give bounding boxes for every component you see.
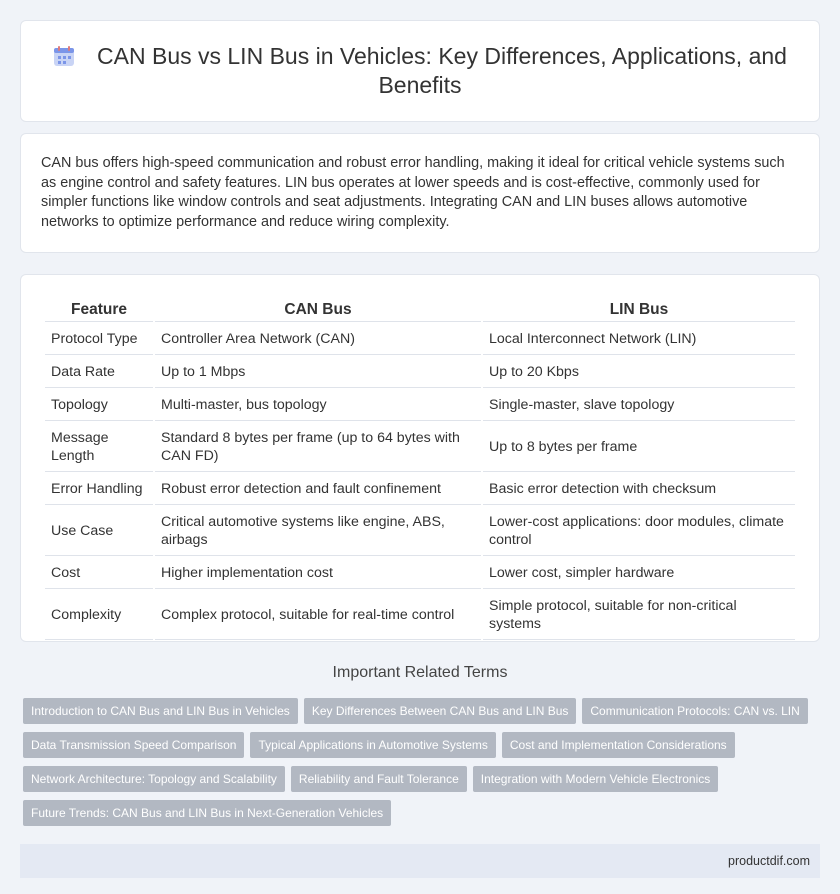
- table-cell: Use Case: [45, 507, 153, 556]
- table-cell: Complex protocol, suitable for real-time control: [155, 591, 481, 640]
- table-cell: Single-master, slave topology: [483, 390, 795, 421]
- comparison-table: [43, 295, 797, 642]
- table-cell: Simple protocol, suitable for non-critical systems: [483, 591, 795, 640]
- header-feature: Feature: [45, 297, 153, 322]
- related-tag[interactable]: Integration with Modern Vehicle Electronics: [473, 766, 718, 792]
- table-row: [45, 591, 795, 640]
- related-tag[interactable]: Reliability and Fault Tolerance: [291, 766, 467, 792]
- header-can-bus: CAN Bus: [155, 297, 481, 322]
- header-lin-bus: LIN Bus: [483, 297, 795, 322]
- table-cell: Cost: [45, 558, 153, 589]
- table-row: [45, 558, 795, 589]
- table-row: [45, 423, 795, 472]
- related-tag[interactable]: Key Differences Between CAN Bus and LIN Bus: [304, 698, 577, 724]
- related-tag[interactable]: Future Trends: CAN Bus and LIN Bus in Next-Generation Vehicles: [23, 800, 391, 826]
- table-cell: Up to 8 bytes per frame: [483, 423, 795, 472]
- table-row: [45, 507, 795, 556]
- related-tag[interactable]: Introduction to CAN Bus and LIN Bus in Vehicles: [23, 698, 298, 724]
- related-tag[interactable]: Communication Protocols: CAN vs. LIN: [582, 698, 807, 724]
- table-cell: Data Rate: [45, 357, 153, 388]
- page-title: [51, 42, 789, 100]
- table-cell: Multi-master, bus topology: [155, 390, 481, 421]
- table-cell: Higher implementation cost: [155, 558, 481, 589]
- table-cell: Robust error detection and fault confinement: [155, 474, 481, 505]
- page-header: [20, 20, 820, 122]
- table-cell: Critical automotive systems like engine, ABS, airbags: [155, 507, 481, 556]
- related-tag[interactable]: Cost and Implementation Considerations: [502, 732, 735, 758]
- page-title-text: CAN Bus vs LIN Bus in Vehicles: Key Differences, Applications, and Benefits: [97, 43, 787, 98]
- table-row: [45, 390, 795, 421]
- table-cell: Lower cost, simpler hardware: [483, 558, 795, 589]
- related-tags: [20, 698, 820, 826]
- calendar-grid-icon: [53, 45, 75, 67]
- table-cell: Message Length: [45, 423, 153, 472]
- related-tag[interactable]: Data Transmission Speed Comparison: [23, 732, 244, 758]
- table-row: [45, 357, 795, 388]
- table-cell: Basic error detection with checksum: [483, 474, 795, 505]
- table-cell: Error Handling: [45, 474, 153, 505]
- footer-site-name[interactable]: productdif.com: [728, 854, 810, 868]
- table-cell: Up to 20 Kbps: [483, 357, 795, 388]
- table-cell: Standard 8 bytes per frame (up to 64 bytes with CAN FD): [155, 423, 481, 472]
- related-tag[interactable]: Network Architecture: Topology and Scalability: [23, 766, 285, 792]
- page-footer: [20, 844, 820, 878]
- table-row: [45, 324, 795, 355]
- table-row: [45, 474, 795, 505]
- table-cell: Topology: [45, 390, 153, 421]
- table-cell: Protocol Type: [45, 324, 153, 355]
- table-header-row: [45, 297, 795, 322]
- table-cell: Controller Area Network (CAN): [155, 324, 481, 355]
- related-terms-section: [20, 664, 820, 826]
- table-cell: Complexity: [45, 591, 153, 640]
- table-cell: Local Interconnect Network (LIN): [483, 324, 795, 355]
- table-cell: Up to 1 Mbps: [155, 357, 481, 388]
- intro-section: [20, 133, 820, 253]
- related-tag[interactable]: Typical Applications in Automotive Systems: [250, 732, 495, 758]
- comparison-table-card: [20, 274, 820, 642]
- intro-text: CAN bus offers high-speed communication and robust error handling, making it ideal for critical vehicle systems such as engine control and safety features. LIN bus operates at lower speeds and is cost-effective, commonly used for simpler functions like window controls and seat adjustments. Integrating CAN and LIN buses allows automotive networks to optimize performance and reduce wiring complexity.: [41, 155, 785, 230]
- related-terms-title: Important Related Terms: [332, 664, 508, 681]
- table-cell: Lower-cost applications: door modules, climate control: [483, 507, 795, 556]
